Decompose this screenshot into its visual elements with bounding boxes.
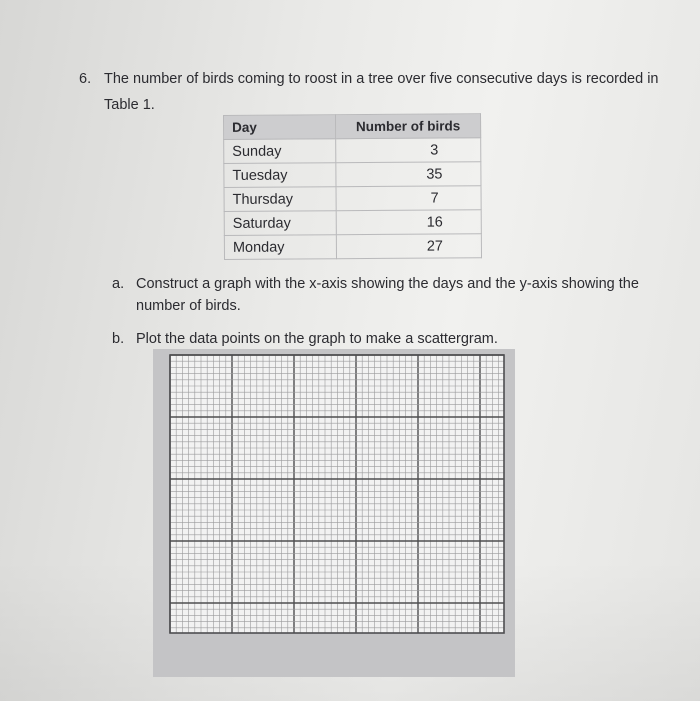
cell-day: Thursday <box>224 187 336 212</box>
graph-grid <box>153 349 515 677</box>
cell-day: Saturday <box>224 211 336 236</box>
part-b-text: Plot the data points on the graph to make a scattergram. <box>136 331 498 347</box>
header-day: Day <box>224 115 336 140</box>
table-row <box>224 210 481 236</box>
cell-value: 3 <box>336 138 481 163</box>
part-b-label: b. <box>112 331 125 347</box>
table-row <box>224 186 481 212</box>
header-number-of-birds: Number of birds <box>336 114 481 139</box>
part-a-text-line2: number of birds. <box>136 298 241 314</box>
part-a-text-line1: Construct a graph with the x-axis showing the days and the y-axis showing the <box>136 276 639 292</box>
cell-value: 7 <box>336 186 481 211</box>
cell-value: 35 <box>336 162 481 187</box>
table-row <box>224 138 481 164</box>
question-number: 6. <box>79 71 92 87</box>
table-row <box>224 234 481 260</box>
cell-value: 16 <box>336 210 481 235</box>
table-header-row <box>224 114 481 140</box>
question-text: The number of birds coming to roost in a tree over five consecutive days is recorded in Table 1. <box>104 71 659 113</box>
table-row <box>224 162 481 188</box>
graph-paper <box>153 349 515 677</box>
cell-day: Monday <box>224 235 336 260</box>
grid-area <box>170 355 504 633</box>
birds-table <box>223 113 482 260</box>
part-a-label: a. <box>112 276 125 292</box>
cell-value: 27 <box>336 234 481 259</box>
cell-day: Sunday <box>224 139 336 164</box>
cell-day: Tuesday <box>224 163 336 188</box>
